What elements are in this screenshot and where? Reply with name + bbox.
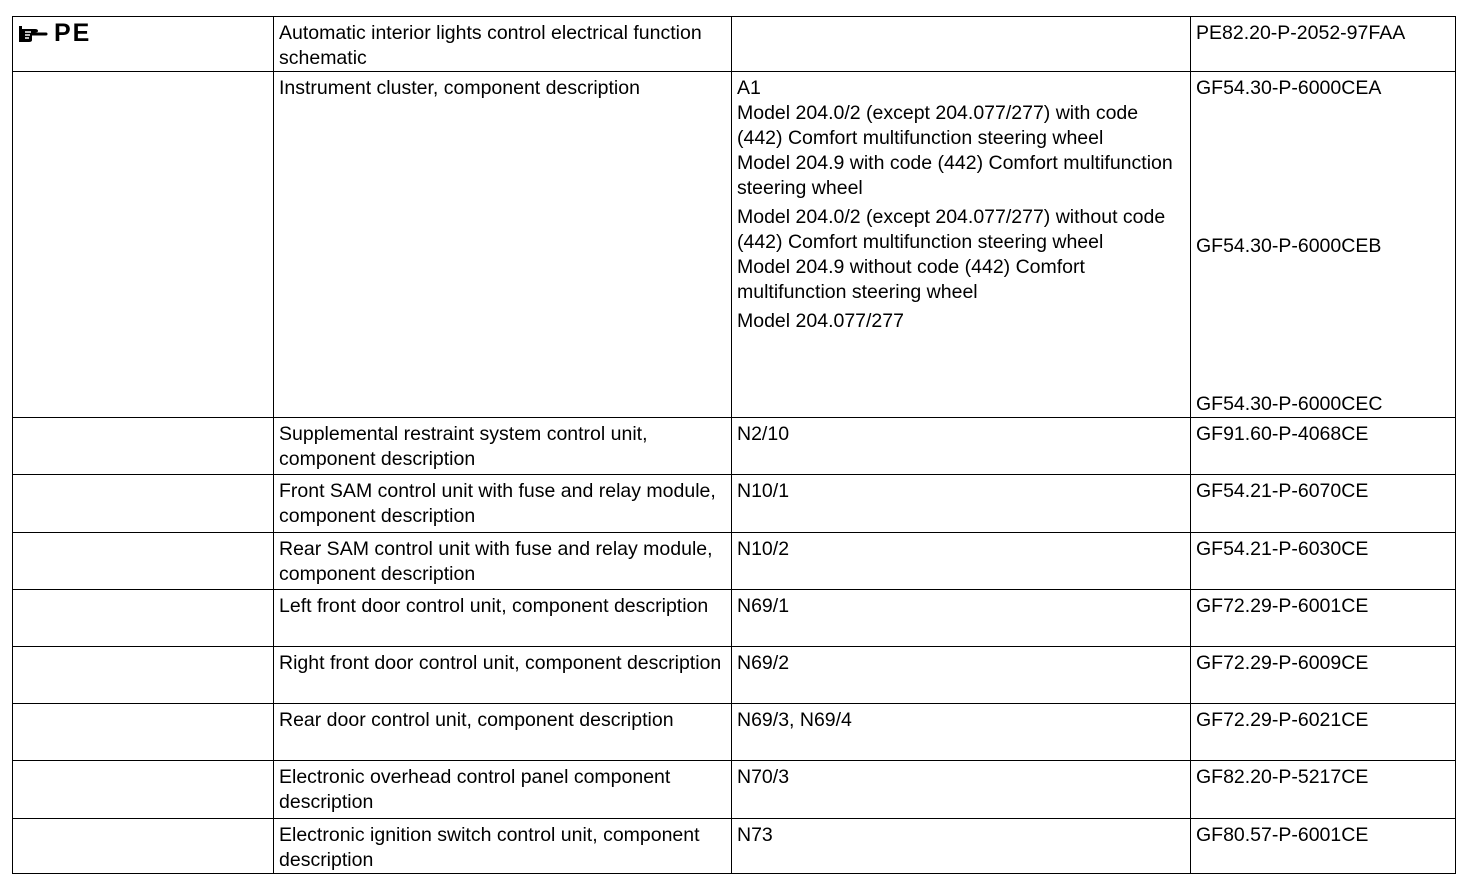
description-cell: Front SAM control unit with fuse and relay module, component description: [274, 475, 732, 533]
table-row: [13, 475, 1456, 533]
component-code: A1: [737, 77, 761, 99]
table-row: [13, 704, 1456, 761]
component-cell: N10/1: [732, 475, 1191, 533]
table-row: [13, 418, 1456, 475]
pointing-hand-icon: [18, 24, 48, 44]
description-cell: Right front door control unit, component description: [274, 647, 732, 704]
description-cell: Automatic interior lights control electrical function schematic: [274, 17, 732, 72]
table-row: [13, 533, 1456, 590]
description-cell: Rear door control unit, component description: [274, 704, 732, 761]
component-cell: N2/10: [732, 418, 1191, 475]
table-row: [13, 819, 1456, 874]
marker-cell: [13, 647, 274, 704]
document-cell: GF72.29-P-6009CE: [1191, 647, 1456, 704]
marker-cell: [13, 761, 274, 819]
document-cell: GF54.21-P-6070CE: [1191, 475, 1456, 533]
component-cell: N70/3: [732, 761, 1191, 819]
component-cell: N73: [732, 819, 1191, 874]
variant-text: Model 204.9 with code (442) Comfort multifunction steering wheel: [737, 152, 1173, 199]
marker-cell: [13, 704, 274, 761]
document-cell: GF91.60-P-4068CE: [1191, 418, 1456, 475]
document-number: GF54.30-P-6000CEC: [1196, 393, 1383, 415]
marker-cell: [13, 72, 274, 418]
variant-text: Model 204.0/2 (except 204.077/277) with code (442) Comfort multifunction steering wheel: [737, 102, 1139, 149]
description-cell: Electronic ignition switch control unit, component description: [274, 819, 732, 874]
component-cell: N69/2: [732, 647, 1191, 704]
document-cell: GF72.29-P-6001CE: [1191, 590, 1456, 647]
document-number: GF54.30-P-6000CEB: [1196, 235, 1382, 257]
document-cell: [1191, 72, 1456, 418]
document-cell: GF54.21-P-6030CE: [1191, 533, 1456, 590]
marker-cell: [13, 819, 274, 874]
pe-label: PE: [54, 19, 92, 47]
table-row: [13, 72, 1456, 418]
marker-cell: [13, 533, 274, 590]
document-number: GF54.30-P-6000CEA: [1196, 77, 1382, 99]
document-cell: GF82.20-P-5217CE: [1191, 761, 1456, 819]
variant-text: Model 204.077/277: [737, 310, 904, 332]
description-cell: Electronic overhead control panel component description: [274, 761, 732, 819]
marker-cell: [13, 418, 274, 475]
table-row: [13, 761, 1456, 819]
table-row: [13, 590, 1456, 647]
document-cell: GF80.57-P-6001CE: [1191, 819, 1456, 874]
table-row: [13, 647, 1456, 704]
component-cell: [732, 17, 1191, 72]
component-cell: [732, 72, 1191, 418]
description-cell: Instrument cluster, component description: [274, 72, 732, 418]
component-cell: N69/3, N69/4: [732, 704, 1191, 761]
component-cell: N69/1: [732, 590, 1191, 647]
variant-text: Model 204.9 without code (442) Comfort multifunction steering wheel: [737, 256, 1085, 303]
marker-cell: [13, 475, 274, 533]
component-cell: N10/2: [732, 533, 1191, 590]
description-cell: Left front door control unit, component description: [274, 590, 732, 647]
reference-table: [12, 16, 1456, 874]
document-cell: PE82.20-P-2052-97FAA: [1191, 17, 1456, 72]
description-cell: Supplemental restraint system control unit, component description: [274, 418, 732, 475]
description-cell: Rear SAM control unit with fuse and relay module, component description: [274, 533, 732, 590]
marker-cell: [13, 17, 274, 72]
document-cell: GF72.29-P-6021CE: [1191, 704, 1456, 761]
variant-text: Model 204.0/2 (except 204.077/277) without code (442) Comfort multifunction steering wheel: [737, 206, 1166, 253]
pe-marker: [18, 21, 91, 46]
table-row: [13, 17, 1456, 72]
marker-cell: [13, 590, 274, 647]
